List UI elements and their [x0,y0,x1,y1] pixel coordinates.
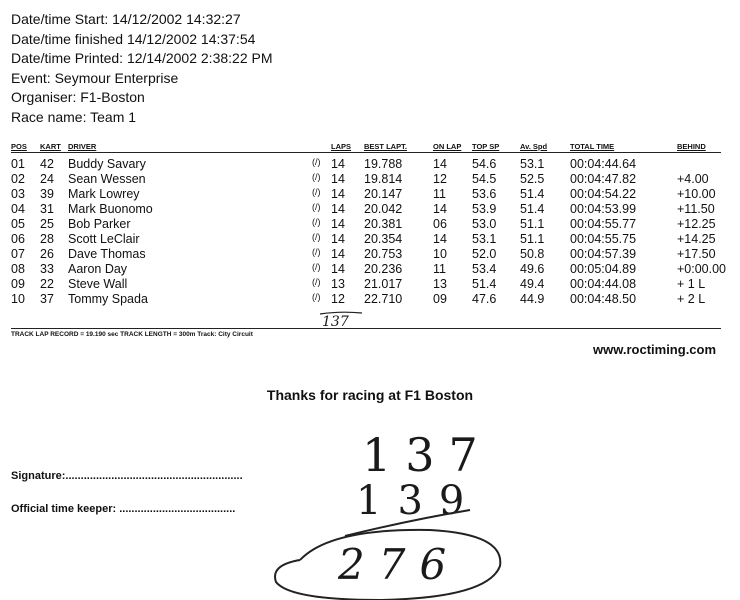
cell-av: 51.1 [520,217,545,231]
cell-kart: 28 [40,232,54,246]
race-name: Race name: Team 1 [11,108,137,125]
cell-total: 00:04:44.64 [570,157,637,171]
cell-pos: 08 [11,262,25,276]
cell-top: 54.6 [472,157,497,171]
cell-top: 52.0 [472,247,497,261]
cell-kart: 42 [40,157,54,171]
cell-behind: +14.25 [677,232,716,246]
col-best-lap: BEST LAPT. [364,142,407,151]
cell-top: 53.6 [472,187,497,201]
col-driver: DRIVER [68,142,97,151]
col-on-lap: ON LAP [433,142,462,151]
cell-best: 20.236 [364,262,403,276]
cell-total: 00:04:53.99 [570,202,637,216]
website: www.roctiming.com [593,342,717,357]
cell-driver: Buddy Savary [68,157,146,171]
cell-total: 00:04:55.75 [570,232,637,246]
cell-top: 53.1 [472,232,497,246]
cell-pos: 05 [11,217,25,231]
cell-behind: +12.25 [677,217,716,231]
cell-best: 20.042 [364,202,403,216]
cell-laps: 14 [331,157,345,171]
cell-av: 49.4 [520,277,545,291]
cell-behind: +17.50 [677,247,716,261]
cell-driver: Steve Wall [68,277,128,291]
cell-onlap: 14 [433,202,447,216]
cell-best: 21.017 [364,277,403,291]
col-pos: POS [11,142,27,151]
finish-time: Date/time finished 14/12/2002 14:37:54 [11,30,256,47]
cell-kart: 24 [40,172,54,186]
cell-best: 20.354 [364,232,403,246]
cell-top: 47.6 [472,292,497,306]
cell-driver: Aaron Day [68,262,128,276]
col-total-time: TOTAL TIME [570,142,615,151]
cell-total: 00:04:55.77 [570,217,637,231]
cell-kart: 33 [40,262,54,276]
cell-driver: Sean Wessen [68,172,146,186]
cell-top: 54.5 [472,172,497,186]
cell-top: 51.4 [472,277,497,291]
cell-best: 19.814 [364,172,403,186]
cell-total: 00:04:54.22 [570,187,637,201]
cell-onlap: 11 [433,187,446,201]
cell-onlap: 13 [433,277,447,291]
cell-flag: (/) [312,292,321,302]
cell-laps: 14 [331,172,345,186]
cell-laps: 14 [331,187,345,201]
cell-onlap: 09 [433,292,447,306]
cell-av: 52.5 [520,172,545,186]
cell-onlap: 14 [433,232,447,246]
cell-kart: 31 [40,202,54,216]
cell-laps: 14 [331,262,345,276]
col-avg-speed: Av. Spd [520,142,548,151]
cell-flag: (/) [312,157,321,167]
track-record: TRACK LAP RECORD = 19.190 sec TRACK LENGTH = 300m Track: City Circuit [11,331,253,338]
cell-top: 53.0 [472,217,497,231]
cell-top: 53.4 [472,262,497,276]
cell-driver: Scott LeClair [68,232,140,246]
cell-onlap: 14 [433,157,447,171]
cell-behind: +10.00 [677,187,716,201]
cell-behind: +4.00 [677,172,709,186]
handwritten-sum: 276 [338,540,461,589]
cell-behind: +11.50 [677,202,715,216]
cell-best: 22.710 [364,292,403,306]
cell-flag: (/) [312,277,321,287]
cell-onlap: 12 [433,172,447,186]
cell-driver: Mark Buonomo [68,202,153,216]
cell-kart: 25 [40,217,54,231]
cell-flag: (/) [312,262,321,272]
cell-laps: 14 [331,232,345,246]
handwritten-lap-total: 137 [322,314,349,330]
cell-driver: Mark Lowrey [68,187,140,201]
cell-flag: (/) [312,217,321,227]
cell-best: 20.147 [364,187,403,201]
organiser: Organiser: F1-Boston [11,89,145,106]
lap-underline-mark [320,312,362,314]
cell-flag: (/) [312,247,321,257]
cell-pos: 09 [11,277,25,291]
cell-kart: 26 [40,247,54,261]
cell-kart: 37 [40,292,54,306]
thanks-message: Thanks for racing at F1 Boston [266,387,474,403]
cell-laps: 14 [331,202,345,216]
cell-onlap: 06 [433,217,447,231]
circle-mark [275,530,500,600]
printed-time: Date/time Printed: 12/14/2002 2:38:22 PM [11,50,273,67]
handwritten-number-2: 139 [356,478,481,524]
cell-top: 53.9 [472,202,497,216]
cell-total: 00:04:44.08 [570,277,637,291]
col-behind: BEHIND [677,142,706,151]
cell-pos: 07 [11,247,25,261]
cell-laps: 12 [331,292,345,306]
cell-total: 00:04:47.82 [570,172,637,186]
cell-flag: (/) [312,187,321,197]
cell-laps: 14 [331,217,345,231]
signature-line: Signature:.......................................................... [11,470,243,482]
cell-best: 19.788 [364,157,403,171]
cell-flag: (/) [312,232,321,242]
cell-best: 20.381 [364,217,403,231]
cell-av: 51.1 [520,232,545,246]
cell-pos: 06 [11,232,25,246]
cell-av: 51.4 [520,202,545,216]
cell-av: 53.1 [520,157,545,171]
cell-onlap: 11 [433,262,446,276]
col-laps: LAPS [331,142,352,151]
cell-onlap: 10 [433,247,447,261]
cell-pos: 10 [11,292,25,306]
cell-driver: Bob Parker [68,217,131,231]
timekeeper-line: Official time keeper: ...................................... [11,503,236,515]
cell-total: 00:04:48.50 [570,292,637,306]
cell-pos: 01 [11,157,25,171]
cell-laps: 14 [331,247,345,261]
cell-pos: 04 [11,202,25,216]
cell-total: 00:05:04.89 [570,262,637,276]
cell-behind: + 2 L [677,292,706,306]
event-name: Event: Seymour Enterprise [11,69,179,86]
cell-behind: +0:00.00 [677,262,727,276]
cell-laps: 13 [331,277,345,291]
cell-pos: 03 [11,187,25,201]
cell-pos: 02 [11,172,25,186]
cell-av: 49.6 [520,262,545,276]
cell-driver: Dave Thomas [68,247,146,261]
cell-av: 50.8 [520,247,545,261]
cell-av: 51.4 [520,187,545,201]
cell-total: 00:04:57.39 [570,247,637,261]
cell-behind: + 1 L [677,277,706,291]
handwritten-number-1: 137 [362,428,492,482]
col-top-speed: TOP SP [472,142,500,151]
cell-driver: Tommy Spada [68,292,148,306]
cell-av: 44.9 [520,292,545,306]
cell-flag: (/) [312,172,321,182]
cell-flag: (/) [312,202,321,212]
cell-kart: 39 [40,187,54,201]
start-time: Date/time Start: 14/12/2002 14:32:27 [11,11,241,27]
col-kart: KART [40,142,61,151]
cell-kart: 22 [40,277,54,291]
cell-best: 20.753 [364,247,403,261]
